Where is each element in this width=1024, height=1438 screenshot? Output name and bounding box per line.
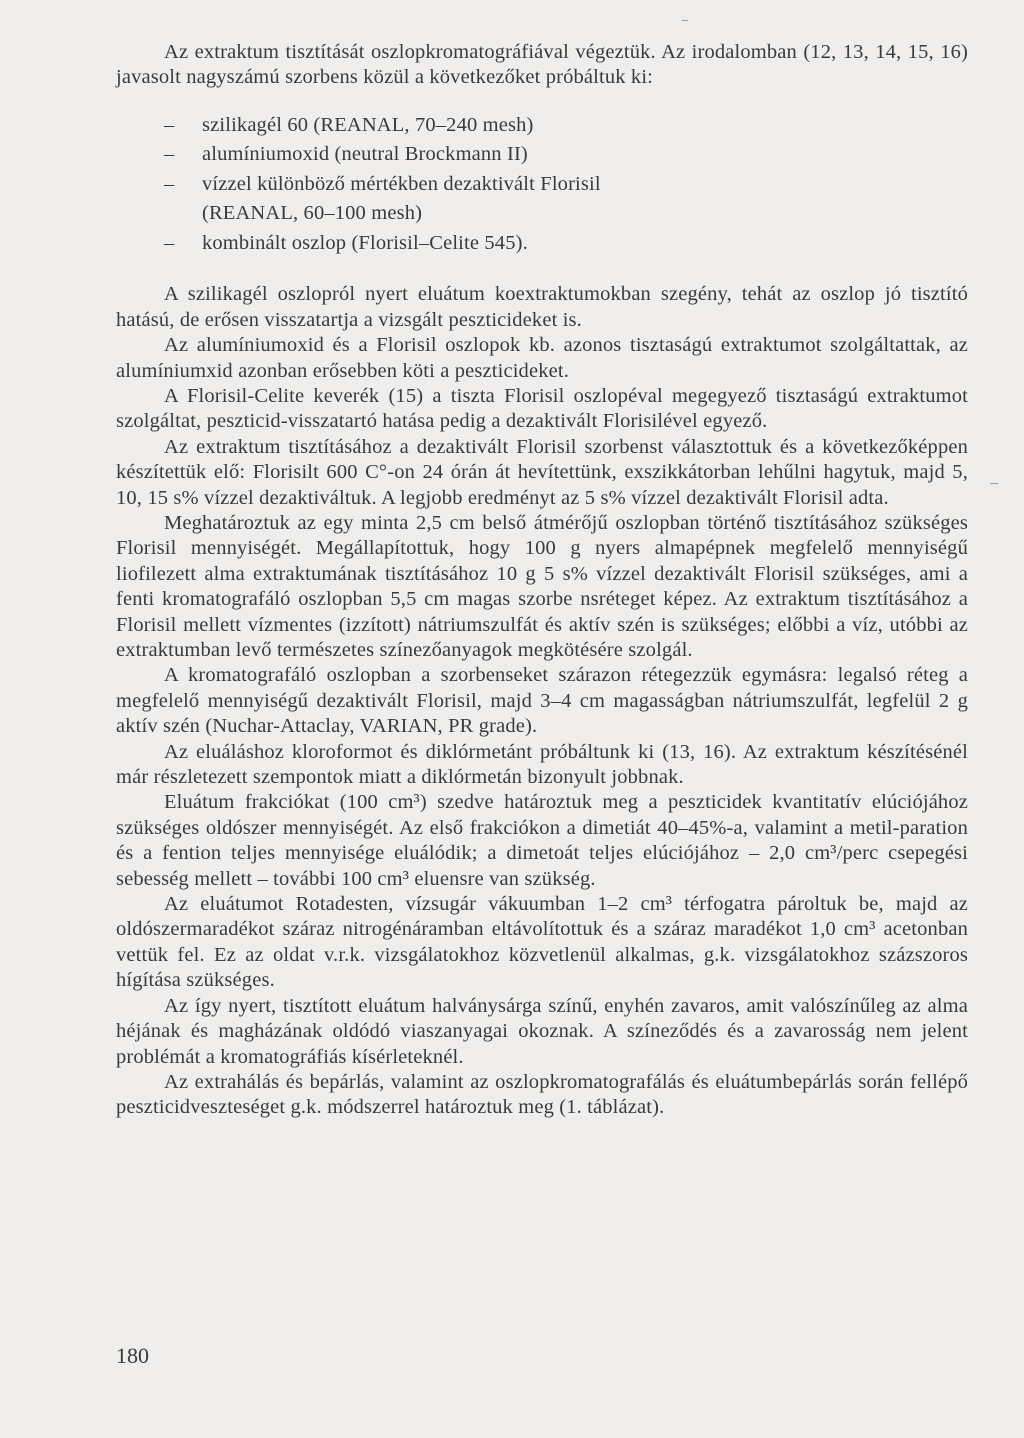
paragraph: Az alumíniumoxid és a Florisil oszlopok kb. azonos tisztaságú extraktumot szolgáltattak, az alumíniumxid azonban erősebben köti a peszticideket. bbox=[116, 334, 968, 382]
list-item-text: alumíniumoxid (neutral Brockmann II) bbox=[202, 143, 528, 166]
paragraph: Eluátum frakciókat (100 cm³) szedve határoztuk meg a peszticidek kvantitatív elúciójához szükséges oldószer mennyiségét. Az első frakciókon a dimetiát 40–45%-a, valamint a metil-paration és a fention teljes mennyisége eluálódik; a dimetoát teljes elúciójához – 2,0 cm³/perc csepegési sebesség mellett – további 100 cm³ eluensre van szükség. bbox=[116, 791, 968, 890]
paragraph: Meghatároztuk az egy minta 2,5 cm belső átmérőjű oszlopban történő tisztításához szükséges Florisil mennyiségét. Megállapítottuk, hogy 100 g nyers almapépnek megfelelő mennyiségű liofilezett alma extraktumának tisztításához 10 g 5 s% vízzel dezaktivált Florisil szükséges, ami a fenti kromatografáló oszlopban 5,5 cm magas szorbe nsréteget képez. Az extraktum tisztításához a Florisil mellett vízmentes (izzított) nátriumszulfát és aktív szén is szükséges; előbbi a víz, utóbbi az extraktumban levő természetes színezőanyagok megkötésére szolgál. bbox=[116, 511, 968, 661]
scan-speck bbox=[682, 20, 688, 21]
list-item bbox=[116, 111, 968, 141]
paragraph: Az eluáláshoz kloroformot és diklórmetánt próbáltunk ki (13, 16). Az extraktum készítésénél már részletezett szempontok miatt a diklórmetán bizonyult jobbnak. bbox=[116, 740, 968, 789]
paragraph: A Florisil-Celite keverék (15) a tiszta Florisil oszlopéval megegyező tisztaságú extraktumot szolgáltat, peszticid-visszatartó hatása pedig a dezaktivált Florisilével egyező. bbox=[116, 384, 968, 433]
list-item-text: szilikagél 60 (REANAL, 70–240 mesh) bbox=[202, 113, 534, 136]
paragraph: A kromatografáló oszlopban a szorbenseket szárazon rétegezzük egymásra: legalsó réteg a megfelelő mennyiségű dezaktivált Florisil, majd 3–4 cm magasságban nátriumszulfát, legfelül 2 g aktív szén (Nuchar-Attaclay, VARIAN, PR grade). bbox=[116, 664, 968, 738]
page-number: 180 bbox=[116, 1343, 149, 1368]
list-item-continuation: (REANAL, 60–100 mesh) bbox=[202, 202, 423, 225]
sorbent-list bbox=[116, 111, 968, 259]
paragraph-intro: Az extraktum tisztítását oszlopkromatográfiával végeztük. Az irodalomban (12, 13, 14, 15, 16) javasolt nagyszámú szorbens közül a következőket próbáltuk ki: bbox=[116, 41, 968, 89]
paragraph: Az extrahálás és bepárlás, valamint az oszlopkromatografálás és eluátumbepárlás során fellépő peszticidveszteséget g.k. módszerrel határoztuk meg (1. táblázat). bbox=[116, 1070, 968, 1119]
paragraph: A szilikagél oszlopról nyert eluátum koextraktumokban szegény, tehát az oszlop jó tisztító hatású, de erősen visszatartja a vizsgált peszticideket is. bbox=[116, 283, 968, 331]
list-item-text: kombinált oszlop (Florisil–Celite 545). bbox=[202, 231, 528, 254]
paragraph: Az extraktum tisztításához a dezaktivált Florisil szorbenst választottuk és a következőképpen készítettük elő: Florisilt 600 C°-on 24 órán át hevítettünk, exszikkátorban lehűlni hagytuk, majd 5, 10, 15 s% vízzel dezaktiváltuk. A legjobb eredményt az 5 s% vízzel dezaktivált Florisil adta. bbox=[116, 435, 968, 509]
paragraph: Az eluátumot Rotadesten, vízsugár vákuumban 1–2 cm³ térfogatra pároltuk be, majd az oldószermaradékot száraz nitrogénáramban eltávolítottuk és a száraz maradékot 1,0 cm³ acetonban vettük fel. Ez az oldat v.r.k. vizsgálatokhoz közvetlenül alkalmas, g.k. vizsgálatokhoz százszoros hígítása szükséges. bbox=[116, 893, 968, 992]
list-dash: – bbox=[164, 231, 175, 254]
list-dash: – bbox=[164, 143, 175, 166]
list-item bbox=[116, 170, 968, 229]
list-item bbox=[116, 229, 968, 259]
body-text bbox=[116, 40, 968, 1121]
list-item bbox=[116, 140, 968, 170]
list-item-text: vízzel különböző mértékben dezaktivált Florisil bbox=[202, 172, 601, 195]
paragraph: Az így nyert, tisztított eluátum halványsárga színű, enyhén zavaros, amit valószínűleg az alma héjának és magházának oldódó viaszanyagai okoznak. A színeződés és a zavarosság nem jelent problémát a kromatográfiás kísérleteknél. bbox=[116, 994, 968, 1068]
list-dash: – bbox=[164, 113, 175, 136]
scan-speck bbox=[990, 483, 998, 484]
list-dash: – bbox=[164, 172, 175, 195]
